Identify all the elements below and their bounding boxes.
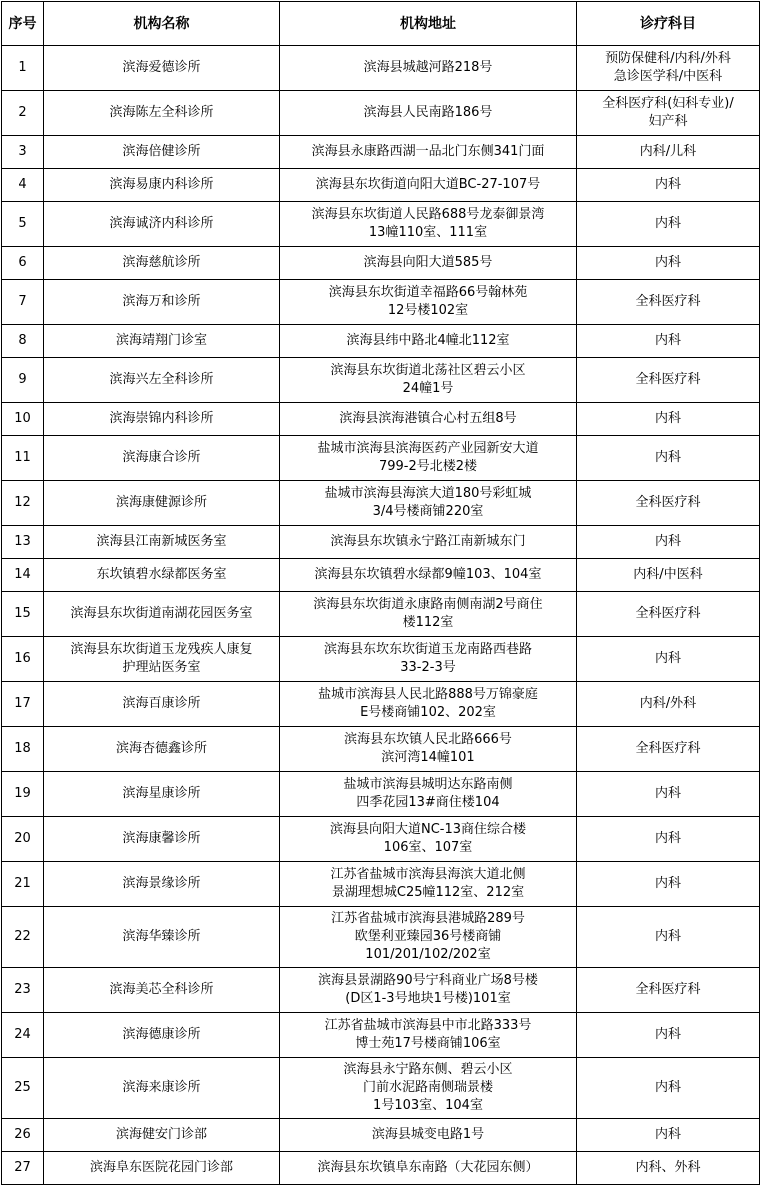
cell-name: 滨海健安门诊部 — [44, 1119, 280, 1152]
cell-no: 23 — [2, 968, 44, 1013]
cell-departments: 内科 — [577, 169, 760, 202]
cell-no: 14 — [2, 559, 44, 592]
cell-departments: 内科 — [577, 1119, 760, 1152]
header-no: 序号 — [2, 2, 44, 46]
cell-name: 滨海倍健诊所 — [44, 136, 280, 169]
cell-no: 21 — [2, 862, 44, 907]
cell-address: 滨海县东坎镇阜东南路（大花园东侧） — [280, 1152, 577, 1185]
cell-no: 16 — [2, 637, 44, 682]
cell-name: 滨海靖翔门诊室 — [44, 325, 280, 358]
header-address: 机构地址 — [280, 2, 577, 46]
cell-departments: 全科医疗科(妇科专业)/ 妇产科 — [577, 91, 760, 136]
cell-name: 滨海百康诊所 — [44, 682, 280, 727]
table-row — [2, 559, 760, 592]
cell-address: 江苏省盐城市滨海县海滨大道北侧 景湖理想城C25幢112室、212室 — [280, 862, 577, 907]
cell-address: 滨海县东坎街道幸福路66号翰林苑 12号楼102室 — [280, 280, 577, 325]
cell-address: 盐城市滨海县人民北路888号万锦豪庭 E号楼商铺102、202室 — [280, 682, 577, 727]
cell-departments: 内科 — [577, 907, 760, 968]
cell-address: 滨海县纬中路北4幢北112室 — [280, 325, 577, 358]
cell-name: 滨海景缘诊所 — [44, 862, 280, 907]
table-row — [2, 202, 760, 247]
cell-address: 滨海县向阳大道NC-13商住综合楼 106室、107室 — [280, 817, 577, 862]
cell-name: 滨海崇锦内科诊所 — [44, 403, 280, 436]
cell-departments: 内科 — [577, 637, 760, 682]
cell-departments: 内科 — [577, 247, 760, 280]
table-row — [2, 968, 760, 1013]
cell-no: 3 — [2, 136, 44, 169]
table-row — [2, 817, 760, 862]
cell-no: 4 — [2, 169, 44, 202]
cell-name: 滨海美芯全科诊所 — [44, 968, 280, 1013]
cell-departments: 全科医疗科 — [577, 727, 760, 772]
cell-departments: 内科/儿科 — [577, 136, 760, 169]
cell-no: 13 — [2, 526, 44, 559]
table-row — [2, 247, 760, 280]
cell-departments: 全科医疗科 — [577, 592, 760, 637]
cell-departments: 内科 — [577, 817, 760, 862]
cell-departments: 内科 — [577, 862, 760, 907]
table-row — [2, 358, 760, 403]
cell-name: 滨海诚济内科诊所 — [44, 202, 280, 247]
cell-name: 滨海陈左全科诊所 — [44, 91, 280, 136]
cell-no: 1 — [2, 46, 44, 91]
table-row — [2, 481, 760, 526]
table-row — [2, 280, 760, 325]
cell-address: 滨海县永宁路东侧、碧云小区 门前水泥路南侧瑞景楼 1号103室、104室 — [280, 1058, 577, 1119]
cell-no: 25 — [2, 1058, 44, 1119]
cell-no: 7 — [2, 280, 44, 325]
cell-address: 盐城市滨海县城明达东路南侧 四季花园13#商住楼104 — [280, 772, 577, 817]
table-row — [2, 403, 760, 436]
cell-address: 滨海县东坎街道北荡社区碧云小区 24幢1号 — [280, 358, 577, 403]
cell-name: 滨海华臻诊所 — [44, 907, 280, 968]
cell-departments: 内科 — [577, 436, 760, 481]
cell-departments: 内科/中医科 — [577, 559, 760, 592]
cell-departments: 内科/外科 — [577, 682, 760, 727]
header-departments: 诊疗科目 — [577, 2, 760, 46]
cell-address: 滨海县城变电路1号 — [280, 1119, 577, 1152]
cell-departments: 内科 — [577, 1058, 760, 1119]
cell-no: 27 — [2, 1152, 44, 1185]
table-row — [2, 1058, 760, 1119]
cell-no: 20 — [2, 817, 44, 862]
cell-address: 滨海县东坎镇永宁路江南新城东门 — [280, 526, 577, 559]
table-row — [2, 325, 760, 358]
cell-address: 滨海县景湖路90号宁科商业广场8号楼 (D区1-3号地块1号楼)101室 — [280, 968, 577, 1013]
cell-address: 滨海县东坎镇人民北路666号 滨河湾14幢101 — [280, 727, 577, 772]
table-row — [2, 526, 760, 559]
cell-name: 滨海康合诊所 — [44, 436, 280, 481]
header-name: 机构名称 — [44, 2, 280, 46]
cell-no: 22 — [2, 907, 44, 968]
cell-no: 2 — [2, 91, 44, 136]
table-row — [2, 682, 760, 727]
table-row — [2, 637, 760, 682]
cell-no: 19 — [2, 772, 44, 817]
cell-departments: 预防保健科/内科/外科 急诊医学科/中医科 — [577, 46, 760, 91]
cell-address: 江苏省盐城市滨海县中市北路333号 博士苑17号楼商铺106室 — [280, 1013, 577, 1058]
cell-departments: 内科 — [577, 202, 760, 247]
cell-departments: 内科 — [577, 403, 760, 436]
table-row — [2, 1119, 760, 1152]
cell-address: 江苏省盐城市滨海县港城路289号 欧堡利亚臻园36号楼商铺 101/201/102/202室 — [280, 907, 577, 968]
table-row — [2, 1152, 760, 1185]
cell-name: 滨海慈航诊所 — [44, 247, 280, 280]
cell-departments: 全科医疗科 — [577, 280, 760, 325]
cell-no: 11 — [2, 436, 44, 481]
cell-address: 滨海县人民南路186号 — [280, 91, 577, 136]
cell-address: 滨海县东坎街道向阳大道BC-27-107号 — [280, 169, 577, 202]
cell-departments: 全科医疗科 — [577, 358, 760, 403]
cell-address: 滨海县向阳大道585号 — [280, 247, 577, 280]
cell-name: 滨海易康内科诊所 — [44, 169, 280, 202]
cell-name: 东坎镇碧水绿都医务室 — [44, 559, 280, 592]
cell-no: 26 — [2, 1119, 44, 1152]
cell-departments: 内科、外科 — [577, 1152, 760, 1185]
cell-name: 滨海万和诊所 — [44, 280, 280, 325]
cell-name: 滨海县东坎街道南湖花园医务室 — [44, 592, 280, 637]
cell-no: 10 — [2, 403, 44, 436]
cell-address: 滨海县东坎东坎街道玉龙南路西巷路 33-2-3号 — [280, 637, 577, 682]
table-row — [2, 727, 760, 772]
cell-address: 滨海县东坎镇碧水绿都9幢103、104室 — [280, 559, 577, 592]
cell-no: 12 — [2, 481, 44, 526]
cell-no: 18 — [2, 727, 44, 772]
cell-name: 滨海爱德诊所 — [44, 46, 280, 91]
cell-address: 滨海县永康路西湖一品北门东侧341门面 — [280, 136, 577, 169]
cell-name: 滨海康馨诊所 — [44, 817, 280, 862]
table-row — [2, 436, 760, 481]
cell-name: 滨海县江南新城医务室 — [44, 526, 280, 559]
cell-no: 6 — [2, 247, 44, 280]
cell-name: 滨海兴左全科诊所 — [44, 358, 280, 403]
cell-departments: 内科 — [577, 1013, 760, 1058]
cell-departments: 内科 — [577, 526, 760, 559]
cell-departments: 内科 — [577, 772, 760, 817]
cell-no: 15 — [2, 592, 44, 637]
cell-name: 滨海阜东医院花园门诊部 — [44, 1152, 280, 1185]
table-row — [2, 91, 760, 136]
cell-name: 滨海康健源诊所 — [44, 481, 280, 526]
cell-address: 盐城市滨海县海滨大道180号彩虹城 3/4号楼商铺220室 — [280, 481, 577, 526]
cell-address: 盐城市滨海县滨海医药产业园新安大道 799-2号北楼2楼 — [280, 436, 577, 481]
table-row — [2, 772, 760, 817]
cell-no: 9 — [2, 358, 44, 403]
cell-no: 24 — [2, 1013, 44, 1058]
cell-name: 滨海星康诊所 — [44, 772, 280, 817]
cell-name: 滨海县东坎街道玉龙残疾人康复 护理站医务室 — [44, 637, 280, 682]
table-row — [2, 169, 760, 202]
cell-departments: 内科 — [577, 325, 760, 358]
table-row — [2, 46, 760, 91]
cell-name: 滨海来康诊所 — [44, 1058, 280, 1119]
cell-address: 滨海县东坎街道永康路南侧南湖2号商住 楼112室 — [280, 592, 577, 637]
table-row — [2, 862, 760, 907]
clinic-table — [1, 1, 760, 1185]
table-row — [2, 592, 760, 637]
cell-address: 滨海县滨海港镇合心村五组8号 — [280, 403, 577, 436]
header-row — [2, 2, 760, 46]
cell-name: 滨海德康诊所 — [44, 1013, 280, 1058]
cell-departments: 全科医疗科 — [577, 481, 760, 526]
cell-no: 17 — [2, 682, 44, 727]
table-row — [2, 136, 760, 169]
cell-no: 8 — [2, 325, 44, 358]
table-row — [2, 1013, 760, 1058]
cell-address: 滨海县东坎街道人民路688号龙泰御景湾 13幢110室、111室 — [280, 202, 577, 247]
cell-name: 滨海杏德鑫诊所 — [44, 727, 280, 772]
cell-address: 滨海县城越河路218号 — [280, 46, 577, 91]
table-row — [2, 907, 760, 968]
cell-no: 5 — [2, 202, 44, 247]
cell-departments: 全科医疗科 — [577, 968, 760, 1013]
